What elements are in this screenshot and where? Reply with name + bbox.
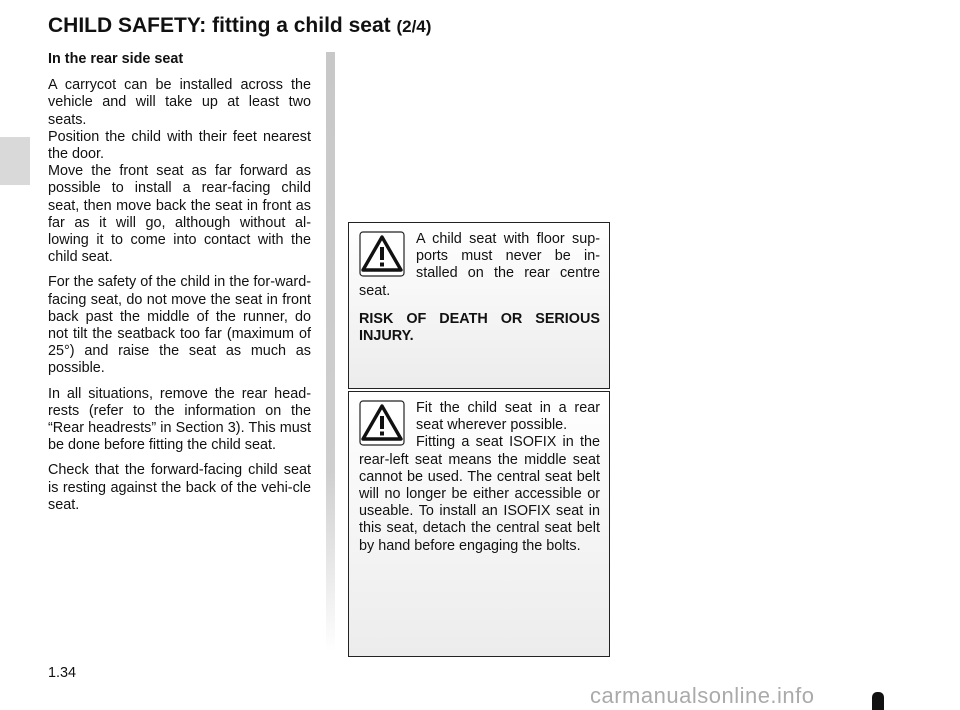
paragraph-forward-facing: For the safety of the child in the for-ward-facing seat, do not move the seat in front back past the middle of the runner, do not tilt the seatback too far (maximum of 25°) and raise the seat as much as possible. [48,274,311,377]
warning-box-floor-supports [348,222,610,389]
text-carrycot: A carrycot can be installed across the vehicle and will take up at least two seats. [48,77,311,128]
text-position: Position the child with their feet nearest the door. [48,128,311,163]
paragraph-headrests: In all situations, remove the rear head-rests (refer to the information on the “Rear headrests” in Section 3). This must be done before fitting the child seat. [48,385,311,454]
warning-text-rear-seat: Fit the child seat in a rear seat wherever possible. [416,400,600,434]
title-part: (2/4) [396,17,432,36]
warning-box-isofix [348,391,610,657]
watermark: carmanualsonline.info [590,683,815,708]
footer-tab-mark [872,692,884,710]
column-divider [326,52,335,652]
page-title [48,14,431,38]
text-front-seat: Move the front seat as far forward as possible to install a rear-facing child seat, then move back the seat in front as far as it will go, although without al-lowing it to come into contact with the child seat. [48,163,311,266]
title-text: CHILD SAFETY: fitting a child seat [48,14,391,37]
warning-text-isofix: Fitting a seat ISOFIX in the rear-left seat means the middle seat cannot be used. The central seat belt will no longer be either accessible or useable. To install an ISOFIX seat in this seat, detach the central seat belt by hand before engaging the bolts. [359,434,600,554]
warning-text-floor-supports: A child seat with floor sup-ports must never be in-stalled on the rear centre seat. [359,231,600,299]
warning-triangle-icon [359,231,405,277]
warning-risk-text: RISK OF DEATH OR SERIOUS INJURY. [359,310,600,345]
paragraph-check: Check that the forward-facing child seat is resting against the back of the vehi-cle seat. [48,462,311,513]
section-tab [0,137,30,185]
page-number: 1.34 [48,665,77,681]
paragraph-carrycot [48,77,311,266]
left-column [48,51,311,522]
warning-triangle-icon [359,400,405,446]
section-heading: In the rear side seat [48,51,184,67]
